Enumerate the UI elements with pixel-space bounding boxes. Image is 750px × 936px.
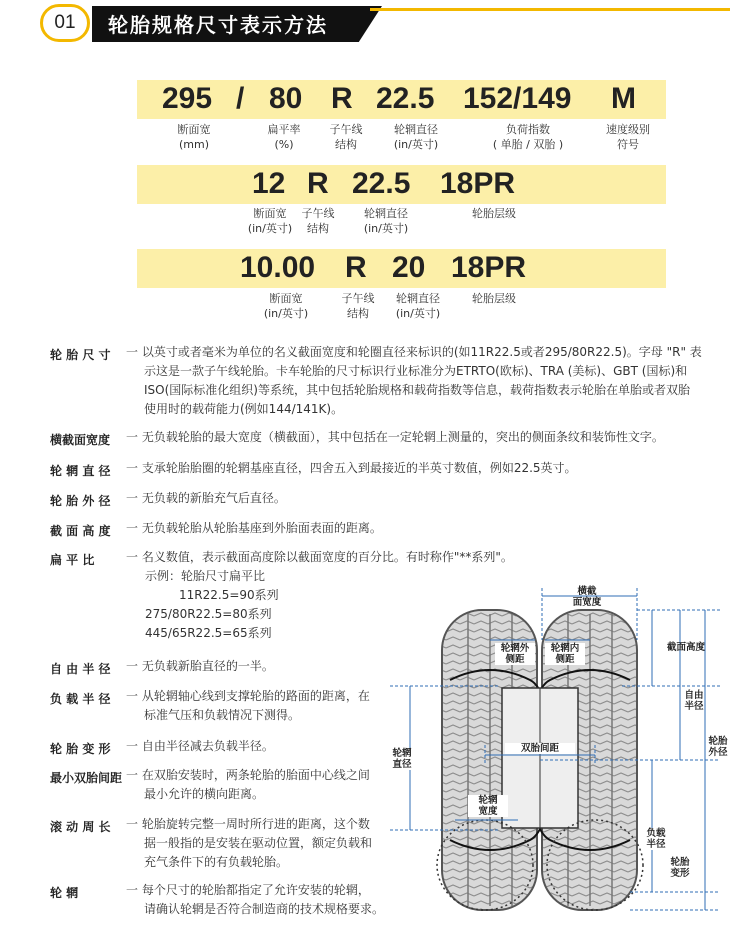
aspect-ratio-example: 示例：轮胎尺寸扁平比 11R22.5=90系列 275/80R22.5=80系列 445/65R22.5=65系列 — [145, 569, 279, 640]
spec-part: 18PR — [440, 167, 516, 200]
definition-text: 一 无负载轮胎的最大宽度（横截面），其中包括在一定轮辋上测量的，突出的侧面条纹和装饰性文字。 — [126, 430, 664, 444]
free-radius-label: 自由 半径 — [684, 690, 704, 712]
definition-text: 一 无负载新胎直径的一半。 — [126, 659, 274, 673]
definition-term: 轮 胎 外 径 — [50, 494, 111, 508]
definition-text: 一 在双胎安装时，两条轮胎的胎面中心线之间 最小允许的横向距离。 — [126, 768, 370, 801]
tire-deflection-label: 轮胎 变形 — [670, 857, 690, 879]
spec-part: / — [236, 82, 245, 115]
definition-term: 扁 平 比 — [50, 553, 95, 567]
spec-label: 子午线 结构 — [341, 292, 375, 320]
definition-text: 一 无负载的新胎充气后直径。 — [126, 491, 286, 505]
spec-part: 295 — [162, 82, 213, 115]
spec-label: 轮辋直径 (in/英寸) — [395, 292, 441, 320]
spec-label: 轮胎层级 — [472, 292, 516, 305]
spec-label: 速度级别 符号 — [606, 123, 650, 151]
definition-text: 一 以英寸或者毫米为单位的名义截面宽度和轮圈直径来标识的(如11R22.5或者295/80R22.5)。字母 "R" 表 示这是一款子午线轮胎。卡车轮胎的尺寸标识行业标准分为ETRTO(欧标)、TRA (美标)、GBT (国标)和 ISO(国际标准化组织)等系统，其中包括轮胎规格和载荷指数等信息，载荷指数表示轮胎在单胎或者双胎 使用时的载荷能力(例如144/141K)。 — [126, 345, 702, 416]
dual-tire-diagram — [390, 580, 730, 920]
spec-part: R — [331, 82, 353, 115]
spec-label: 断面宽 (in/英寸) — [247, 207, 293, 235]
spec-part: 80 — [269, 82, 303, 115]
definition-term: 轮 胎 尺 寸 — [50, 348, 111, 362]
definition-text: 一 无负载轮胎从轮胎基座到外胎面表面的距离。 — [126, 521, 382, 535]
definition-text: 一 自由半径减去负载半径。 — [126, 739, 274, 753]
rim-width-label: 轮辋 宽度 — [468, 795, 508, 817]
definition-term: 最小双胎间距 — [50, 771, 123, 785]
definition-text: 一 名义数值，表示截面高度除以截面宽度的百分比。有时称作"**系列"。 — [126, 550, 513, 564]
spec-part: R — [345, 251, 367, 284]
definition-term: 轮 辋 直 径 — [50, 464, 111, 478]
definition-term: 轮 胎 变 形 — [50, 742, 111, 756]
spec-part: 12 — [252, 167, 286, 200]
spec-label: 子午线 结构 — [301, 207, 335, 235]
definition-term: 截 面 高 度 — [50, 524, 111, 538]
spec-part: 22.5 — [376, 82, 435, 115]
loaded-radius-label: 负载 半径 — [644, 828, 668, 850]
spec-label: 轮辋直径 (in/英寸) — [363, 207, 409, 235]
dual-spacing-label: 双胎间距 — [505, 743, 575, 754]
spec-part: 20 — [392, 251, 426, 284]
title-underline — [370, 8, 730, 11]
section-width-label: 横截 面宽度 — [572, 586, 602, 608]
definition-text: 一 轮胎旋转完整一周时所行进的距离，这个数 据一般指的是安装在驱动位置，额定负载和 充气条件下的有负载轮胎。 — [126, 817, 373, 869]
spec-label: 断面宽 (in/英寸) — [263, 292, 309, 320]
rim-outer-spacing-label: 轮辋外 侧距 — [495, 643, 535, 665]
spec-part: 152/149 — [463, 82, 572, 115]
definition-text: 一 每个尺寸的轮胎都指定了允许安装的轮辋， 请确认轮辋是否符合制造商的技术规格要求。 — [126, 883, 385, 916]
definition-term: 横截面宽度 — [50, 433, 111, 447]
spec-label: 负荷指数 ( 单胎 / 双胎 ) — [492, 123, 564, 151]
spec-label: 断面宽 (mm) — [177, 123, 211, 151]
definition-text: 一 从轮辋轴心线到支撑轮胎的路面的距离，在 标准气压和负载情况下测得。 — [126, 689, 370, 722]
spec-part: R — [307, 167, 329, 200]
section-number-badge: 01 — [40, 4, 90, 42]
spec-part: 10.00 — [240, 251, 316, 284]
spec-part: M — [611, 82, 636, 115]
definition-term: 滚 动 周 长 — [50, 820, 111, 834]
outer-diameter-label: 轮胎 外径 — [708, 736, 728, 758]
definition-term: 负 载 半 径 — [50, 692, 111, 706]
section-height-label: 截面高度 — [666, 642, 705, 653]
section-header — [0, 0, 750, 60]
definition-term: 轮 辋 — [50, 886, 79, 900]
spec-part: 22.5 — [352, 167, 411, 200]
spec-label: 轮胎层级 — [472, 207, 516, 220]
spec-label: 轮辋直径 (in/英寸) — [393, 123, 439, 151]
section-title: 轮胎规格尺寸表示方法 — [108, 13, 328, 37]
rim-diameter-label: 轮辋 直径 — [390, 748, 414, 770]
spec-label: 扁平率 (%) — [267, 123, 301, 151]
rim-inner-spacing-label: 轮辋内 侧距 — [545, 643, 585, 665]
spec-part: 18PR — [451, 251, 527, 284]
definition-text: 一 支承轮胎胎圈的轮辋基座直径，四舍五入到最接近的半英寸数值，例如22.5英寸。 — [126, 461, 577, 475]
spec-label: 子午线 结构 — [329, 123, 363, 151]
definition-term: 自 由 半 径 — [50, 662, 111, 676]
